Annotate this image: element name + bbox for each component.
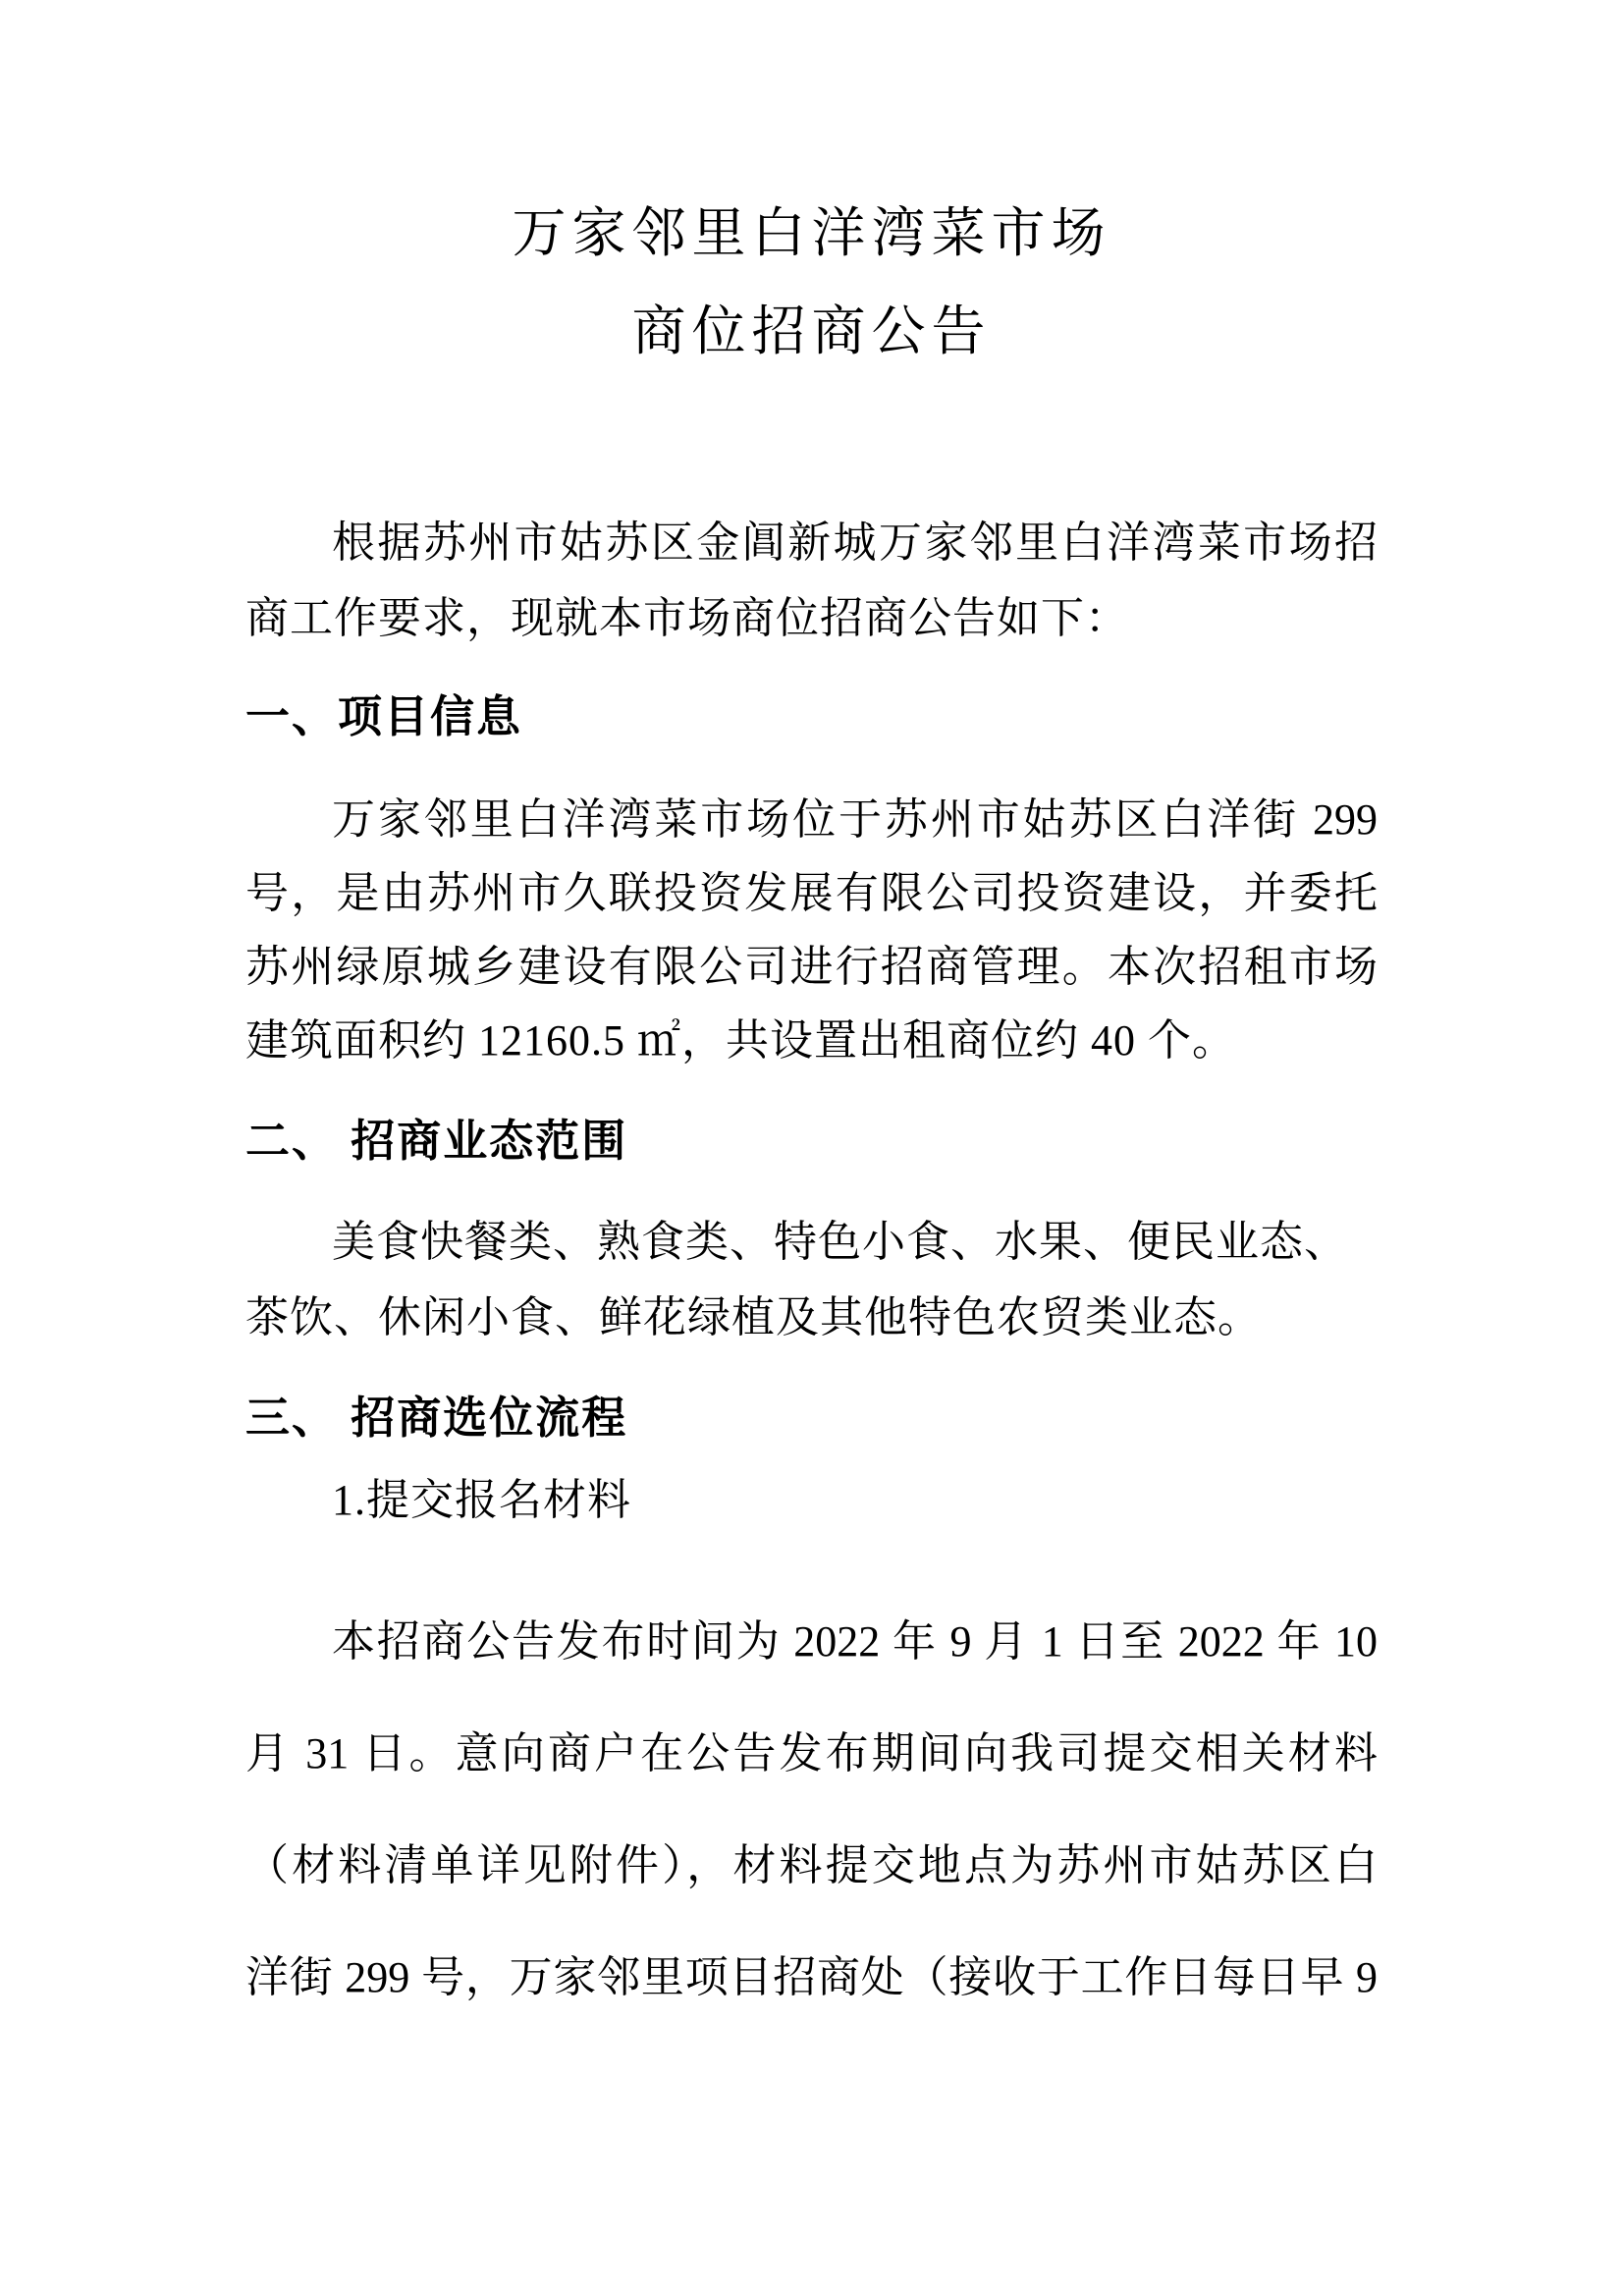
section-2-paragraph <box>245 1204 1378 1355</box>
section-1-line-2: 号，是由苏州市久联投资发展有限公司投资建设，并委托 <box>245 869 1378 917</box>
section-3-line-4: 洋街 299 号，万家邻里项目招商处（接收于工作日每日早 9 <box>245 1953 1378 2001</box>
document-title <box>245 185 1378 381</box>
section-1-line-1: 万家邻里白洋湾菜市场位于苏州市姑苏区白洋街 299 <box>332 795 1378 844</box>
section-1-heading: 一、项目信息 <box>245 692 523 741</box>
section-1-line-3: 苏州绿原城乡建设有限公司进行招商管理。本次招租市场 <box>245 943 1378 991</box>
intro-paragraph <box>245 505 1378 656</box>
section-2-line-1: 美食快餐类、熟食类、特色小食、水果、便民业态、 <box>332 1218 1348 1266</box>
section-3-line-2: 月 31 日。意向商户在公告发布期间向我司提交相关材料 <box>245 1729 1378 1777</box>
section-3-step-1 <box>245 1462 1378 1538</box>
section-2-line-2: 茶饮、休闲小食、鲜花绿植及其他特色农贸类业态。 <box>245 1293 1262 1341</box>
section-1-line-4: 建筑面积约 12160.5 ㎡，共设置出租商位约 40 个。 <box>245 1016 1236 1065</box>
section-3-step-1-label: 1.提交报名材料 <box>332 1476 631 1524</box>
title-line-2: 商位招商公告 <box>631 301 992 361</box>
title-line-1: 万家邻里白洋湾菜市场 <box>512 203 1111 263</box>
intro-line-2: 商工作要求，现就本市场商位招商公告如下： <box>245 594 1129 642</box>
section-3-heading: 三、 招商选位流程 <box>245 1394 628 1443</box>
intro-line-1: 根据苏州市姑苏区金阊新城万家邻里白洋湾菜市场招 <box>332 519 1378 567</box>
section-3-line-3: （材料清单详见附件），材料提交地点为苏州市姑苏区白 <box>245 1841 1378 1889</box>
section-2-heading: 二、 招商业态范围 <box>245 1117 628 1166</box>
section-1-paragraph <box>245 783 1378 1077</box>
section-3-paragraph <box>245 1586 1378 2034</box>
section-3-line-1: 本招商公告发布时间为 2022 年 9 月 1 日至 2022 年 10 <box>332 1617 1378 1666</box>
